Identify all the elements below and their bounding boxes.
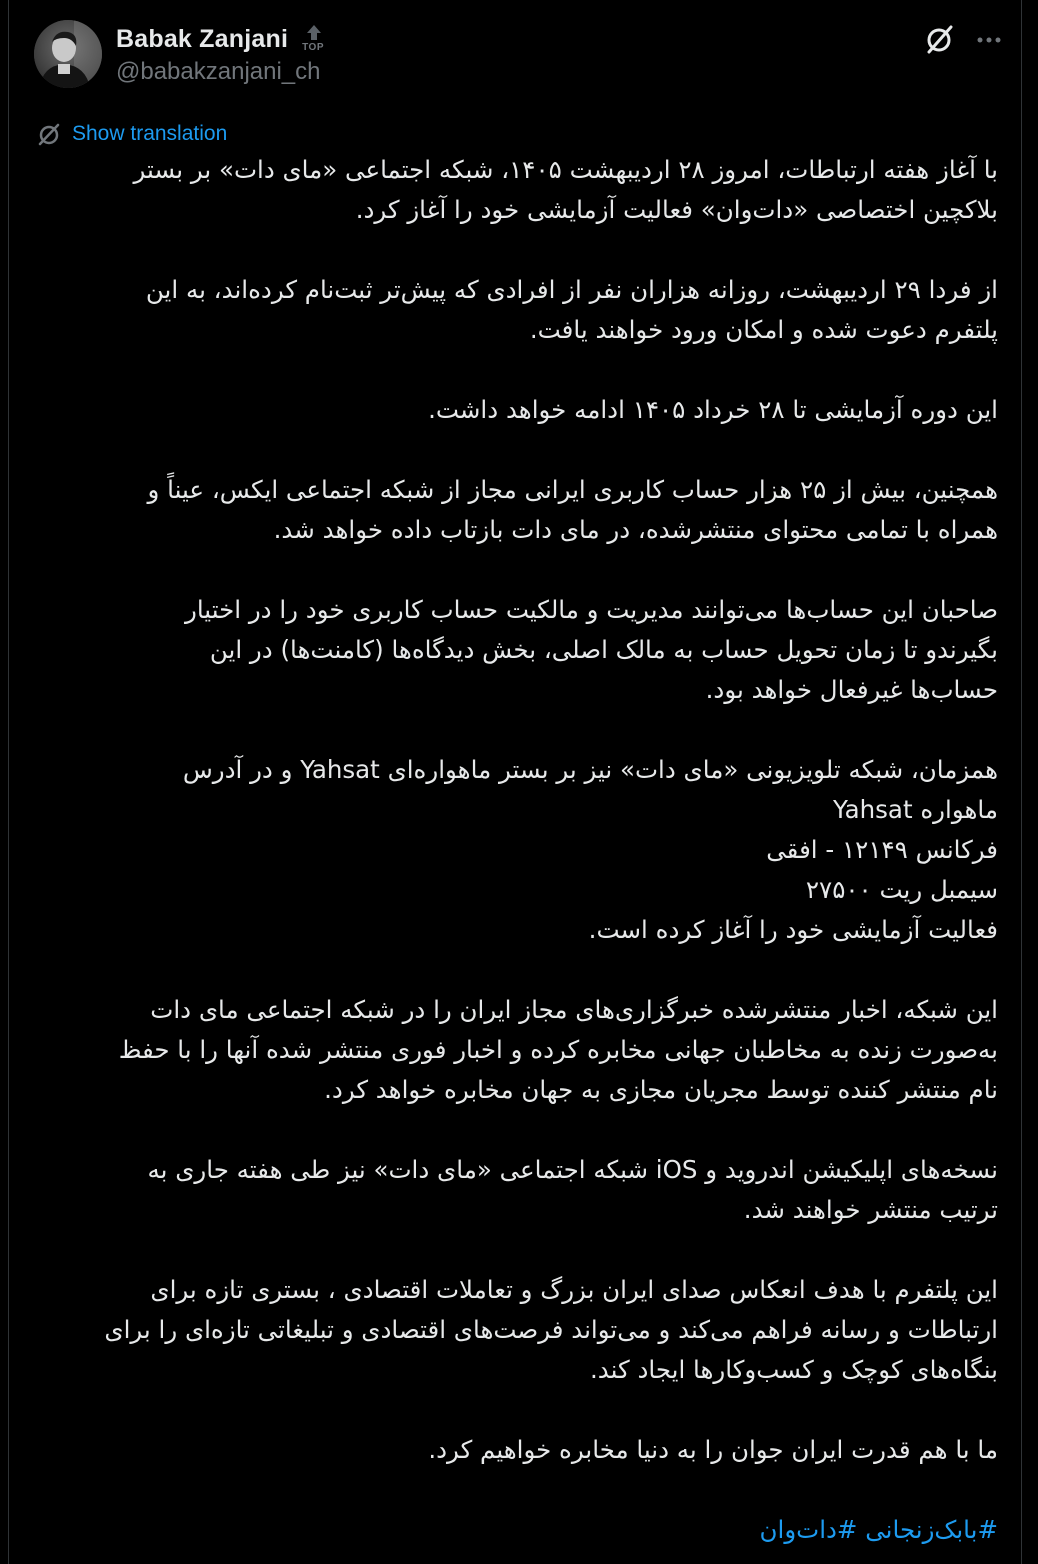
tweet-line: صاحبان این حساب‌ها می‌توانند مدیریت و مالکیت حساب کاربری خود را در اختیار <box>185 595 998 624</box>
top-badge <box>296 23 332 55</box>
tweet-paragraph <box>36 270 998 350</box>
avatar-photo-icon <box>34 20 102 88</box>
hashtag-row <box>36 1510 998 1550</box>
tweet-line: حساب‌ها غیرفعال خواهد بود. <box>705 675 998 704</box>
tweet-paragraph <box>36 390 998 430</box>
tweet-line: سیمبل ریت ۲۷۵۰۰ <box>805 875 998 904</box>
tweet-paragraph <box>36 990 998 1110</box>
tweet-line: نام منتشر کننده توسط مجریان مجازی به جهان مخابره خواهد کرد. <box>324 1075 998 1104</box>
tweet-paragraph <box>36 1150 998 1230</box>
translate-icon <box>36 121 62 147</box>
tweet-paragraph <box>36 1270 998 1390</box>
tweet-line: بنگاه‌های کوچک و کسب‌وکارها ایجاد کند. <box>589 1355 998 1384</box>
tweet-line: این دوره آزمایشی تا ۲۸ خرداد ۱۴۰۵ ادامه خواهد داشت. <box>428 395 998 424</box>
tweet-line: پلتفرم دعوت شده و امکان ورود خواهند یافت. <box>529 315 998 344</box>
tweet-line: ترتیب منتشر خواهند شد. <box>743 1195 998 1224</box>
tweet-line: به‌صورت زنده به مخاطبان جهانی مخابره کرده و اخبار فوری منتشر شده آنها را با حفظ <box>118 1035 998 1064</box>
tweet-line: همچنین، بیش از ۲۵ هزار حساب کاربری ایرانی مجاز از شبکه اجتماعی ایکس، عیناً و <box>147 475 998 504</box>
tweet-paragraph <box>36 1430 998 1470</box>
user-avatar[interactable] <box>34 20 102 88</box>
tweet-line: نسخه‌های اپلیکیشن اندروید و iOS شبکه اجتماعی «مای دات» نیز طی هفته جاری به <box>147 1155 998 1184</box>
top-badge-icon <box>296 23 332 43</box>
tweet-line: با آغاز هفته ارتباطات، امروز ۲۸ اردیبهشت ۱۴۰۵، شبکه اجتماعی «مای دات» بر بستر <box>133 155 998 184</box>
tweet-line: از فردا ۲۹ اردیبهشت، روزانه هزاران نفر از افرادی که پیش‌تر ثبت‌نام کرده‌اند، به این <box>145 275 998 304</box>
tweet-line: بلاکچین اختصاصی «دات‌وان» فعالیت آزمایشی خود را آغاز کرد. <box>355 195 998 224</box>
more-horizontal-icon[interactable] <box>974 24 1004 54</box>
author-names <box>116 22 332 86</box>
tweet-line: فرکانس ۱۲۱۴۹ - افقی <box>766 835 998 864</box>
tweet-text <box>36 150 998 1550</box>
show-translation-row[interactable] <box>36 120 227 148</box>
display-name[interactable]: Babak Zanjani <box>116 24 289 53</box>
tweet-line: همراه با تمامی محتوای منتشرشده، در مای دات بازتاب داده خواهد شد. <box>273 515 998 544</box>
tweet-line: فعالیت آزمایشی خود را آغاز کرده است. <box>588 915 998 944</box>
tweet-paragraph <box>36 150 998 230</box>
tweet-paragraph <box>36 750 998 950</box>
tweet-line: این پلتفرم با هدف انعکاس صدای ایران بزرگ و تعاملات اقتصادی ، بستری تازه برای <box>150 1275 998 1304</box>
hashtag-link[interactable]: #بابک‌زنجانی <box>865 1515 998 1544</box>
tweet-line: ما با هم قدرت ایران جوان را به دنیا مخابره خواهیم کرد. <box>428 1435 998 1464</box>
grok-icon[interactable] <box>922 22 956 56</box>
tweet-line: همزمان، شبکه تلویزیونی «مای دات» نیز بر بستر ماهواره‌ای Yahsat و در آدرس <box>182 755 998 784</box>
top-badge-label: TOP <box>302 42 324 53</box>
tweet-paragraph <box>36 470 998 550</box>
user-handle[interactable]: @babakzanjani_ch <box>116 58 321 85</box>
show-translation-link[interactable]: Show translation <box>72 122 228 145</box>
tweet-line: بگیرندو تا زمان تحویل حساب به مالک اصلی، بخش دیدگاه‌ها (کامنت‌ها) در این <box>209 635 998 664</box>
hashtag-link[interactable]: #دات‌وان <box>759 1515 858 1544</box>
tweet-paragraph <box>36 590 998 710</box>
tweet-line: ارتباطات و رسانه فراهم می‌کند و می‌تواند فرصت‌های اقتصادی و تبلیغاتی تازه‌ای را برای <box>104 1315 998 1344</box>
header-actions <box>922 22 1004 56</box>
tweet-header <box>34 20 1004 90</box>
tweet-line: این شبکه، اخبار منتشرشده خبرگزاری‌های مجاز ایران را در شبکه اجتماعی مای دات <box>150 995 998 1024</box>
tweet-line: ماهواره Yahsat <box>833 795 998 824</box>
